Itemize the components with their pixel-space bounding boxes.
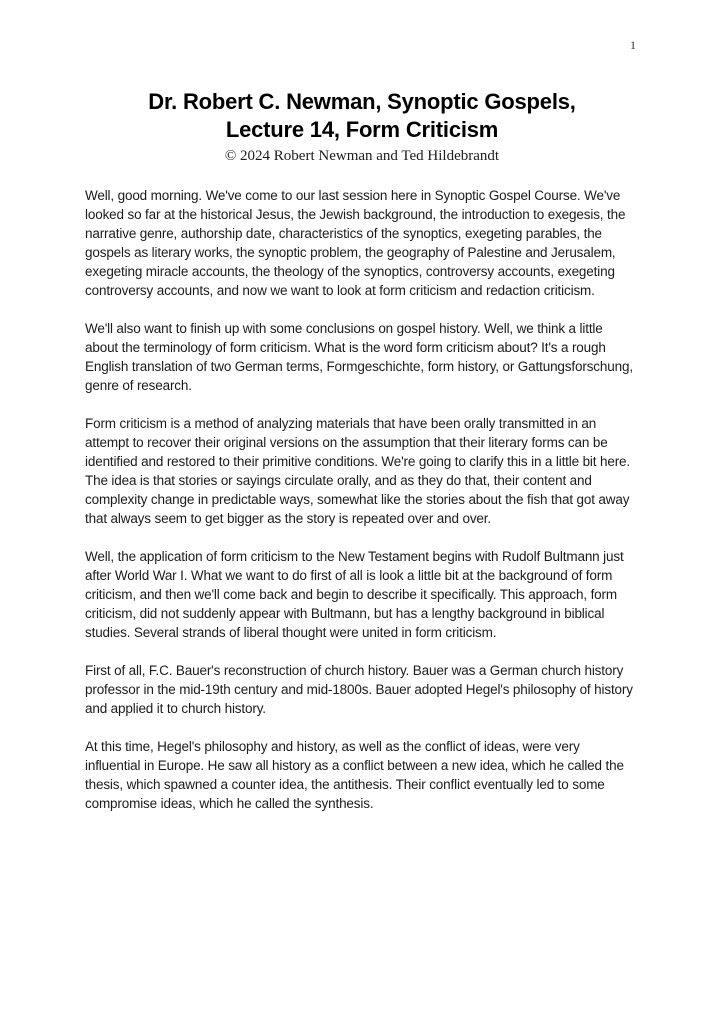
paragraph: Well, the application of form criticism to the New Testament begins with Rudolf Bultmann just after World War I. What we want to do first of all is look a little bit at the background of form criticism, and then we'll come back and begin to describe it specifically. This approach, form criticism, did not suddenly appear with Bultmann, but has a lengthy background in biblical studies. Several strands of liberal thought were united in form criticism. [85,549,624,640]
title-line-1: Dr. Robert C. Newman, Synoptic Gospels, [148,89,576,114]
title-line-2: Lecture 14, Form Criticism [225,117,499,142]
paragraph: Well, good morning. We've come to our last session here in Synoptic Gospel Course. We've looked so far at the historical Jesus, the Jewish background, the introduction to exegesis, the narrative genre, authorship date, characteristics of the synoptics, exegeting parables, the gospels as literary works, the synoptic problem, the geography of Palestine and Jerusalem, exegeting miracle accounts, the theology of the synoptics, controversy accounts, exegeting controversy accounts, and now we want to look at form criticism and redaction criticism. [85,188,626,298]
paragraph: At this time, Hegel's philosophy and history, as well as the conflict of ideas, were very influential in Europe. He saw all history as a conflict between a new idea, which he called the thesis, which spawned a counter idea, the antithesis. Their conflict eventually led to some compromise ideas, which he called the synthesis. [85,739,624,811]
page-number: 1 [630,38,636,52]
document-body [0,186,724,813]
paragraph: We'll also want to finish up with some conclusions on gospel history. Well, we think a little about the terminology of form criticism. What is the word form criticism about? It's a rough English translation of two German terms, Formgeschichte, form history, or Gattungsforschung, genre of research. [85,321,633,393]
paragraph: Form criticism is a method of analyzing materials that have been orally transmitted in an attempt to recover their original versions on the assumption that their literary forms can be identified and restored to their primitive conditions. We're going to clarify this in a little bit here. The idea is that stories or sayings circulate orally, and as they do that, their content and complexity change in predictable ways, somewhat like the stories about the fish that got away that always seem to get bigger as the story is repeated over and over. [85,416,631,526]
paragraph: First of all, F.C. Bauer's reconstruction of church history. Bauer was a German church history professor in the mid-19th century and mid-1800s. Bauer adopted Hegel's philosophy of history and applied it to church history. [85,663,633,716]
document-header [0,0,724,166]
document-title [0,88,724,144]
copyright-line: © 2024 Robert Newman and Ted Hildebrandt [224,148,500,164]
